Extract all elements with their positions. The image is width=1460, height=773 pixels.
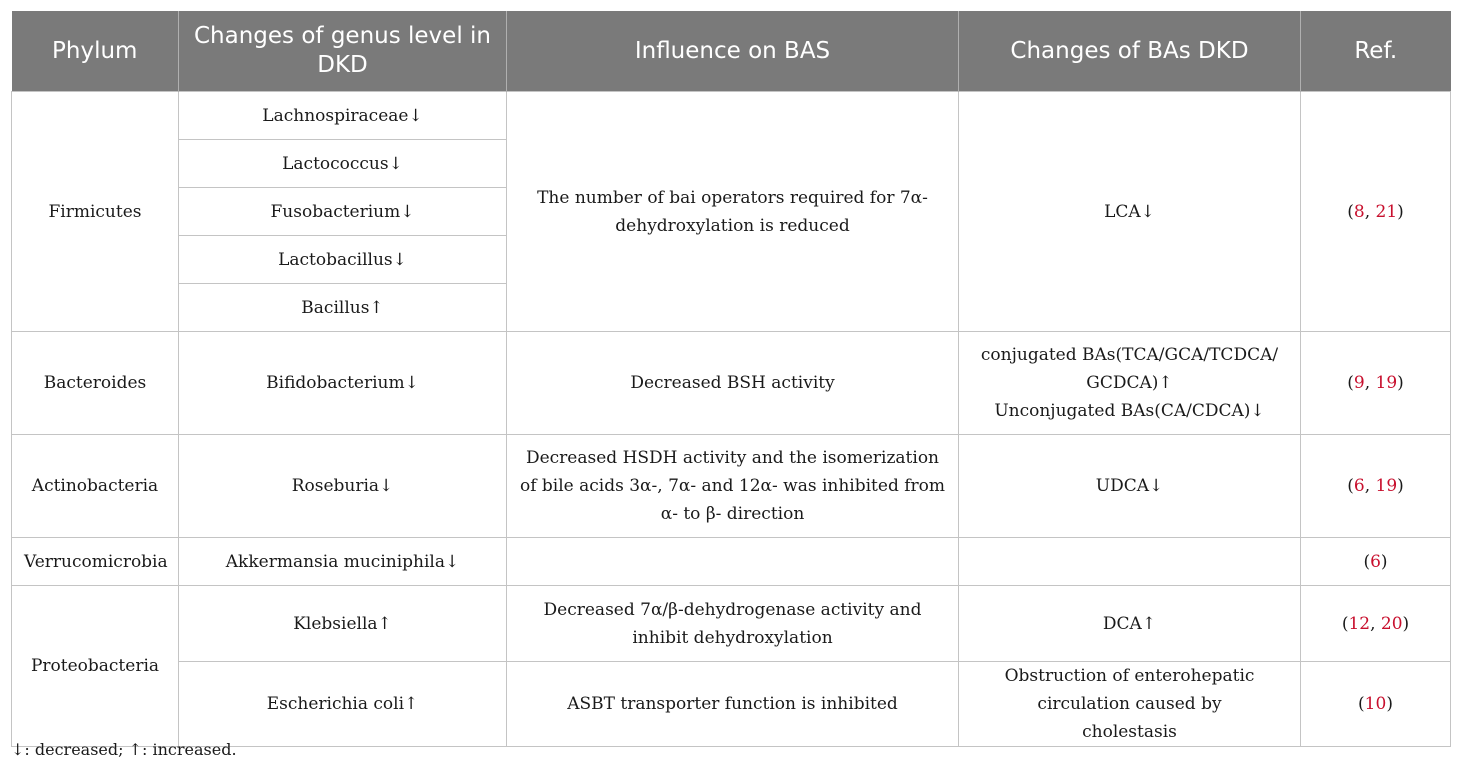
table-row [12,92,1451,140]
header-genus-changes: Changes of genus level in DKD [179,11,507,92]
ref-cell: (6) [1301,538,1451,586]
genus-cell: Lactobacillus↓ [179,236,507,284]
influence-cell: The number of bai operators required for 7α-dehydroxylation is reduced [507,92,959,332]
ref-link[interactable]: 8 [1353,201,1365,222]
ref-cell: (6, 19) [1301,435,1451,538]
header-row [12,11,1451,92]
genus-cell: Fusobacterium↓ [179,188,507,236]
influence-cell: Decreased 7α/β-dehydrogenase activity and inhibit dehydroxylation [507,586,959,662]
genus-cell: Lactococcus↓ [179,140,507,188]
bas-change-cell [959,538,1301,586]
genus-cell: Bifidobacterium↓ [179,332,507,435]
bas-change-line: GCDCA)↑ [1086,373,1173,393]
header-influence: Influence on BAS [507,11,959,92]
table-row [12,662,1451,747]
phylum-cell: Proteobacteria [12,586,179,747]
ref-cell: (8, 21) [1301,92,1451,332]
ref-cell: (12, 20) [1301,586,1451,662]
ref-cell: (10) [1301,662,1451,747]
genus-cell: Escherichia coli↑ [179,662,507,747]
header-bas-changes: Changes of BAs DKD [959,11,1301,92]
ref-link[interactable]: 12 [1348,613,1371,634]
table-footnote: ↓: decreased; ↑: increased. [11,740,237,759]
data-table [11,11,1451,747]
table-row [12,435,1451,538]
ref-link[interactable]: 6 [1353,476,1365,496]
influence-cell [507,538,959,586]
influence-cell: ASBT transporter function is inhibited [507,662,959,747]
ref-link[interactable]: 9 [1353,373,1365,393]
influence-cell: Decreased BSH activity [507,332,959,435]
genus-cell: Roseburia↓ [179,435,507,538]
header-ref: Ref. [1301,11,1451,92]
ref-link[interactable]: 10 [1364,694,1387,714]
phylum-cell: Firmicutes [12,92,179,332]
table-row [12,332,1451,435]
genus-cell: Lachnospiraceae↓ [179,92,507,140]
bas-change-cell: Obstruction of enterohepatic circulation caused by cholestasis [959,662,1301,747]
ref-link[interactable]: 19 [1375,476,1398,496]
bas-change-cell [959,332,1301,435]
phylum-cell: Verrucomicrobia [12,538,179,586]
genus-cell: Bacillus↑ [179,284,507,332]
bas-change-line: Unconjugated BAs(CA/CDCA)↓ [994,401,1265,421]
ref-cell: (9, 19) [1301,332,1451,435]
phylum-cell: Actinobacteria [12,435,179,538]
ref-link[interactable]: 6 [1370,551,1381,572]
phylum-cell: Bacteroides [12,332,179,435]
genus-cell: Akkermansia muciniphila↓ [179,538,507,586]
table-row [12,586,1451,662]
genus-cell: Klebsiella↑ [179,586,507,662]
bas-change-cell: DCA↑ [959,586,1301,662]
ref-link[interactable]: 21 [1375,201,1398,222]
bas-change-line: conjugated BAs(TCA/GCA/TCDCA/ [980,345,1279,365]
bas-change-cell: LCA↓ [959,92,1301,332]
ref-link[interactable]: 19 [1375,373,1398,393]
ref-link[interactable]: 20 [1380,613,1403,634]
bas-change-cell: UDCA↓ [959,435,1301,538]
header-phylum: Phylum [12,11,179,92]
table-row [12,538,1451,586]
influence-cell: Decreased HSDH activity and the isomerization of bile acids 3α-, 7α- and 12α- was inhibited from α- to β- direction [507,435,959,538]
